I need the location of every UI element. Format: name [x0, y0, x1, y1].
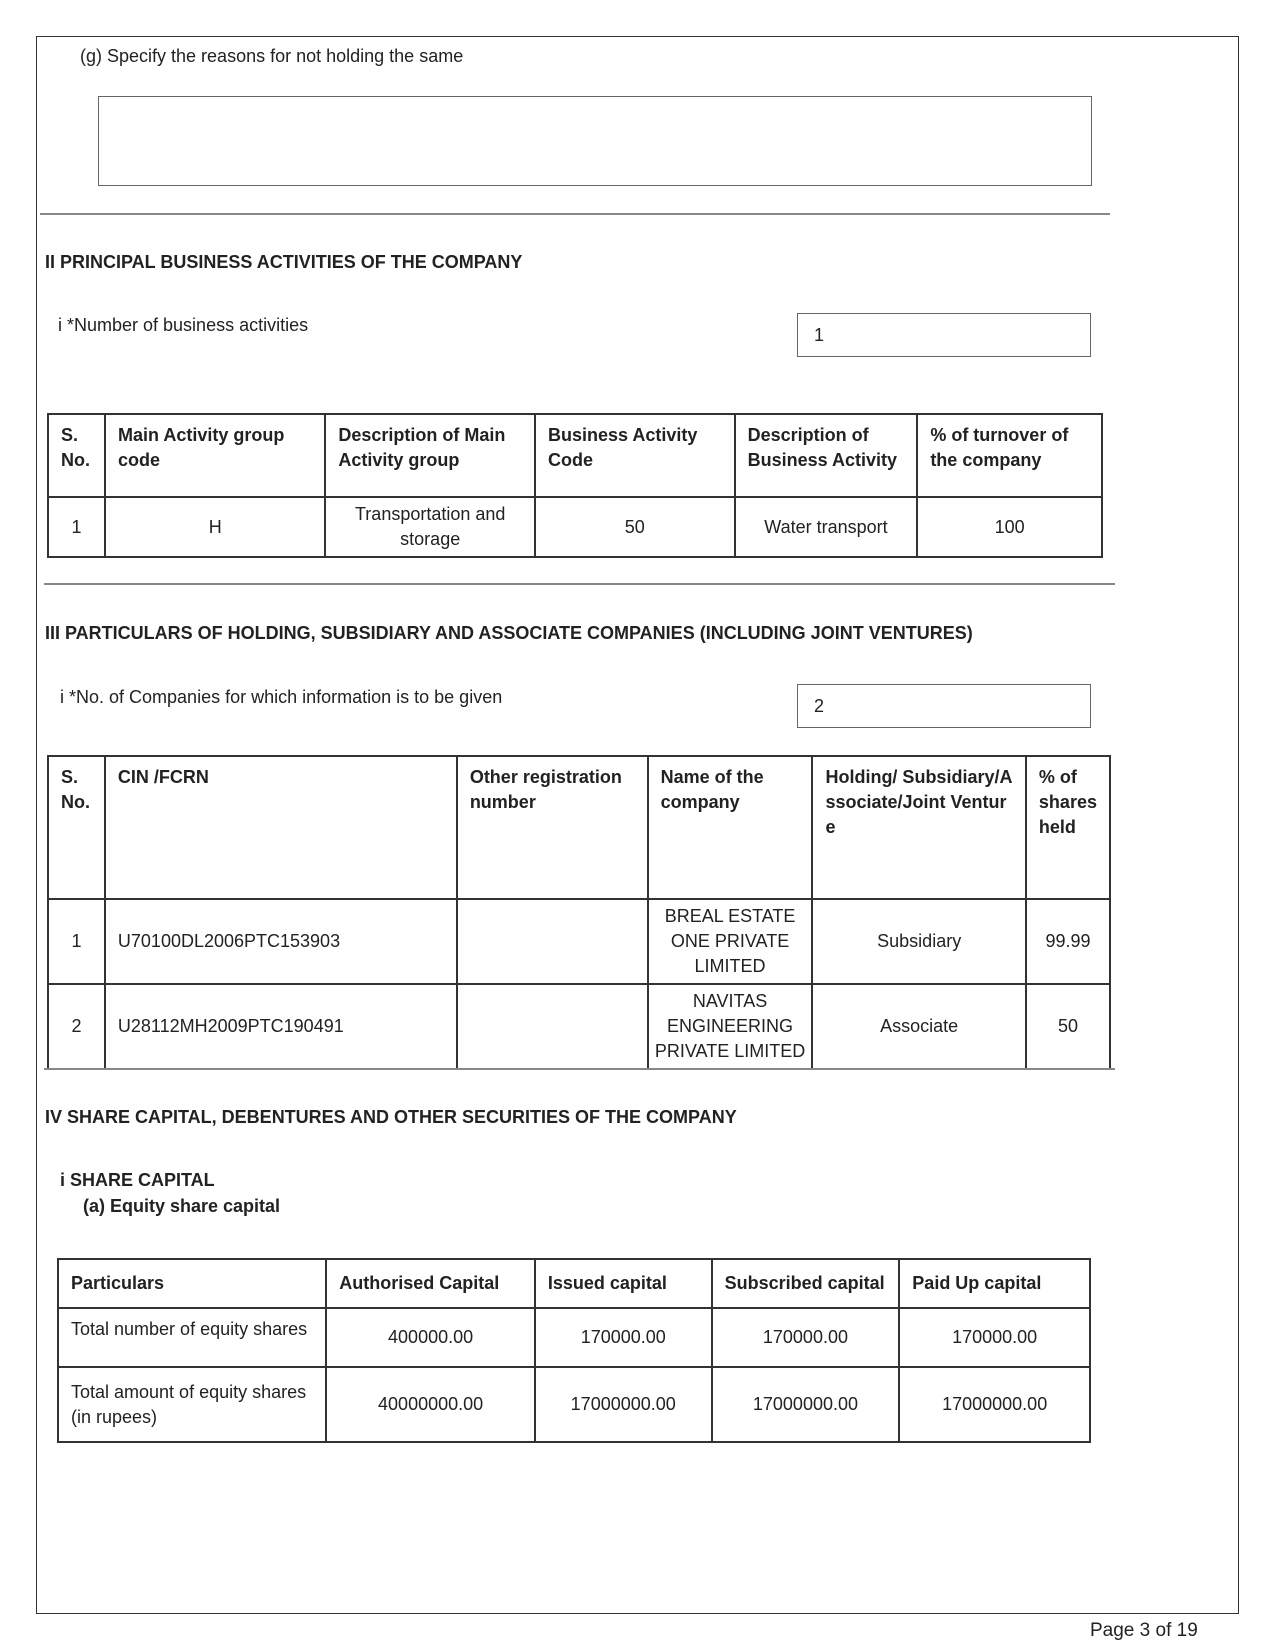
business-activities-count-value: 1: [814, 324, 825, 345]
section-divider: [40, 213, 1110, 215]
header-sno: S. No.: [48, 414, 105, 497]
section-iii-title: III PARTICULARS OF HOLDING, SUBSIDIARY AND ASSOCIATE COMPANIES (INCLUDING JOINT VENTURES): [45, 623, 973, 643]
business-activities-table: [47, 413, 1103, 558]
table-row: [58, 1367, 1090, 1442]
header-main-activity-desc: Description of Main Activity group: [325, 414, 535, 497]
cell-paid-up-capital: 17000000.00: [899, 1367, 1090, 1442]
cell-sno: 1: [48, 899, 105, 984]
equity-share-capital-table: [57, 1258, 1091, 1443]
cell-sno: 1: [48, 497, 105, 557]
table-header-row: [58, 1259, 1090, 1308]
cell-cin-fcrn: U70100DL2006PTC153903: [105, 899, 457, 984]
table-row: [48, 497, 1102, 557]
cell-business-activity-code: 50: [535, 497, 735, 557]
cell-relationship-type: Subsidiary: [812, 899, 1025, 984]
cell-shares-held: 99.99: [1026, 899, 1110, 984]
header-company-name: Name of the company: [648, 756, 813, 899]
header-paid-up-capital: Paid Up capital: [899, 1259, 1090, 1308]
cell-shares-held: 50: [1026, 984, 1110, 1069]
header-authorised-capital: Authorised Capital: [326, 1259, 535, 1308]
cell-business-activity-desc: Water transport: [735, 497, 918, 557]
reasons-textarea[interactable]: [98, 96, 1092, 186]
header-particulars: Particulars: [58, 1259, 326, 1308]
cell-subscribed-capital: 17000000.00: [712, 1367, 900, 1442]
table-row: [58, 1308, 1090, 1367]
cell-authorised-capital: 40000000.00: [326, 1367, 535, 1442]
table-row: [48, 984, 1110, 1069]
table-row: [48, 899, 1110, 984]
header-turnover-percent: % of turnover of the company: [917, 414, 1102, 497]
header-sno: S. No.: [48, 756, 105, 899]
companies-count-field[interactable]: [797, 684, 1091, 728]
cell-issued-capital: 17000000.00: [535, 1367, 712, 1442]
cell-main-activity-code: H: [105, 497, 325, 557]
table-header-row: [48, 756, 1110, 899]
cell-issued-capital: 170000.00: [535, 1308, 712, 1367]
cell-relationship-type: Associate: [812, 984, 1025, 1069]
companies-count-label: i *No. of Companies for which information is to be given: [60, 687, 503, 707]
header-shares-held: % of shares held: [1026, 756, 1110, 899]
cell-paid-up-capital: 170000.00: [899, 1308, 1090, 1367]
cell-turnover-percent: 100: [917, 497, 1102, 557]
associate-companies-table: [47, 755, 1111, 1070]
header-business-activity-code: Business Activity Code: [535, 414, 735, 497]
header-issued-capital: Issued capital: [535, 1259, 712, 1308]
section-iv-title: IV SHARE CAPITAL, DEBENTURES AND OTHER SECURITIES OF THE COMPANY: [45, 1107, 737, 1127]
business-activities-count-label: i *Number of business activities: [58, 315, 309, 335]
header-business-activity-desc: Description of Business Activity: [735, 414, 918, 497]
page-number: Page 3 of 19: [1090, 1620, 1198, 1641]
cell-company-name: BREAL ESTATE ONE PRIVATE LIMITED: [648, 899, 813, 984]
header-relationship-type: Holding/ Subsidiary/Associate/Joint Venture: [812, 756, 1025, 899]
cell-cin-fcrn: U28112MH2009PTC190491: [105, 984, 457, 1069]
table-header-row: [48, 414, 1102, 497]
companies-count-value: 2: [814, 695, 825, 716]
cell-authorised-capital: 400000.00: [326, 1308, 535, 1367]
cell-main-activity-desc: Transportation and storage: [325, 497, 535, 557]
share-capital-subtitle: i SHARE CAPITAL: [60, 1170, 215, 1190]
header-main-activity-code: Main Activity group code: [105, 414, 325, 497]
header-subscribed-capital: Subscribed capital: [712, 1259, 900, 1308]
section-ii-title: II PRINCIPAL BUSINESS ACTIVITIES OF THE COMPANY: [45, 252, 523, 272]
reasons-label: (g) Specify the reasons for not holding the same: [80, 46, 464, 66]
equity-share-capital-subtitle: (a) Equity share capital: [83, 1196, 281, 1216]
business-activities-count-field[interactable]: [797, 313, 1091, 357]
section-divider: [44, 1068, 1115, 1070]
cell-particulars: Total amount of equity shares (in rupees): [58, 1367, 326, 1442]
cell-other-registration: [457, 899, 648, 984]
cell-other-registration: [457, 984, 648, 1069]
header-cin-fcrn: CIN /FCRN: [105, 756, 457, 899]
cell-particulars: Total number of equity shares: [58, 1308, 326, 1367]
cell-sno: 2: [48, 984, 105, 1069]
section-divider: [44, 583, 1115, 585]
header-other-registration: Other registration number: [457, 756, 648, 899]
cell-company-name: NAVITAS ENGINEERING PRIVATE LIMITED: [648, 984, 813, 1069]
cell-subscribed-capital: 170000.00: [712, 1308, 900, 1367]
